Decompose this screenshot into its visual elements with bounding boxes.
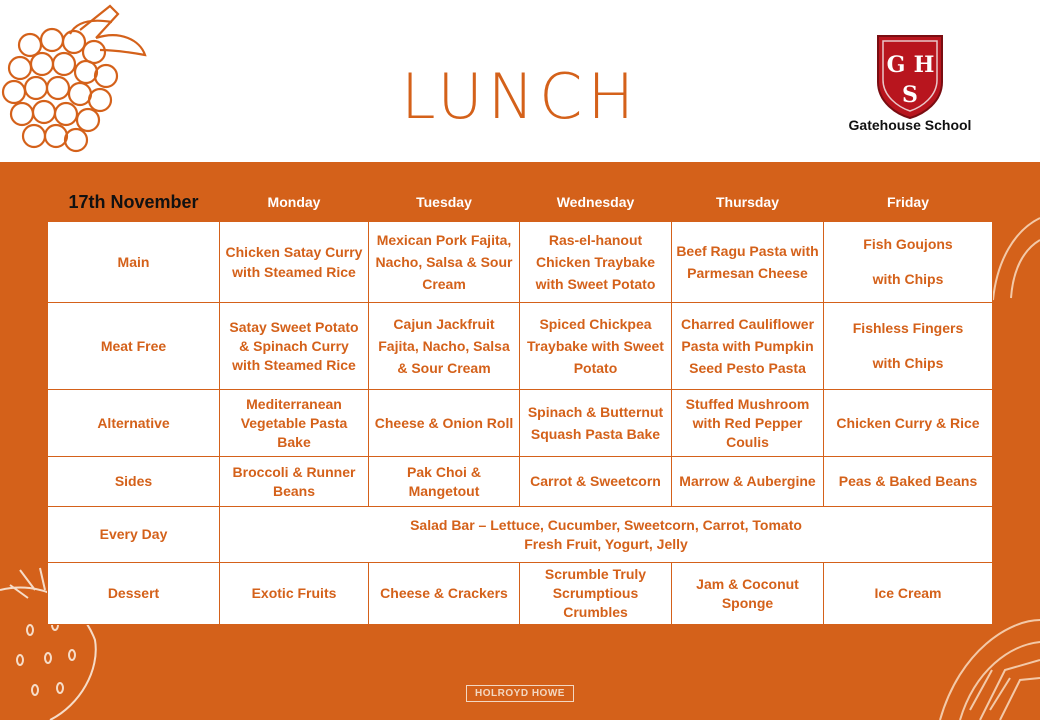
friday-main-line1: Fish Goujons <box>863 236 953 252</box>
school-crest-logo <box>874 32 946 120</box>
footer-brand-name: HOLROYD HOWE <box>466 685 574 702</box>
orange-slice-illustration <box>985 210 1040 320</box>
every-day-line1: Salad Bar – Lettuce, Cucumber, Sweetcorn, Carrot, Tomato <box>410 516 802 533</box>
row-label-sides: Sides <box>48 457 220 507</box>
menu-row-main <box>48 222 993 303</box>
every-day-cell <box>220 507 993 563</box>
friday-meat-free-line2: with Chips <box>872 355 944 371</box>
menu-row-meat-free <box>48 303 993 390</box>
day-header-monday: Monday <box>267 194 321 210</box>
menu-cell: Beef Ragu Pasta with Parmesan Cheese <box>672 222 824 303</box>
menu-cell: Cheese & Onion Roll <box>369 390 520 457</box>
menu-cell: Pak Choi & Mangetout <box>369 457 520 507</box>
menu-cell: Ras-el-hanout Chicken Traybake with Sweet Potato <box>520 222 672 303</box>
menu-cell: Spiced Chickpea Traybake with Sweet Potato <box>520 303 672 390</box>
menu-cell: Charred Cauliflower Pasta with Pumpkin Seed Pesto Pasta <box>672 303 824 390</box>
menu-row-every-day <box>48 507 993 563</box>
menu-cell: Cajun Jackfruit Fajita, Nacho, Salsa & Sour Cream <box>369 303 520 390</box>
menu-cell: Chicken Satay Curry with Steamed Rice <box>220 222 369 303</box>
day-header-tuesday: Tuesday <box>416 194 472 210</box>
menu-cell: Scrumble Truly Scrumptious Crumbles <box>520 563 672 625</box>
friday-main-line2: with Chips <box>872 271 944 287</box>
menu-cell: Jam & Coconut Sponge <box>672 563 824 625</box>
menu-header-row <box>48 183 993 222</box>
row-label-meat-free: Meat Free <box>48 303 220 390</box>
school-name: Gatehouse School <box>848 117 972 133</box>
menu-cell: Mexican Pork Fajita, Nacho, Salsa & Sour Cream <box>369 222 520 303</box>
menu-row-dessert <box>48 563 993 625</box>
menu-cell: Mediterranean Vegetable Pasta Bake <box>220 390 369 457</box>
menu-cell: Peas & Baked Beans <box>824 457 993 507</box>
footer-brand-logo <box>466 679 574 709</box>
menu-cell-friday-main <box>824 222 993 303</box>
menu-cell: Marrow & Aubergine <box>672 457 824 507</box>
day-header-wednesday: Wednesday <box>556 194 635 210</box>
raspberry-illustration <box>0 0 150 165</box>
row-label-dessert: Dessert <box>48 563 220 625</box>
menu-cell: Cheese & Crackers <box>369 563 520 625</box>
friday-meat-free-line1: Fishless Fingers <box>852 320 964 336</box>
menu-cell: Satay Sweet Potato & Spinach Curry with Steamed Rice <box>220 303 369 390</box>
menu-row-alternative <box>48 390 993 457</box>
svg-text:G: G <box>886 52 906 78</box>
menu-row-sides <box>48 457 993 507</box>
menu-date: 17th November <box>68 191 199 212</box>
menu-cell: Exotic Fruits <box>220 563 369 625</box>
page-title: LUNCH <box>400 60 640 133</box>
day-header-friday: Friday <box>886 194 929 210</box>
menu-cell: Chicken Curry & Rice <box>824 390 993 457</box>
day-header-thursday: Thursday <box>715 194 779 210</box>
svg-text:H: H <box>913 52 935 78</box>
menu-cell: Carrot & Sweetcorn <box>520 457 672 507</box>
menu-cell-friday-meat-free <box>824 303 993 390</box>
every-day-line2: Fresh Fruit, Yogurt, Jelly <box>524 535 688 552</box>
svg-text:S: S <box>902 82 918 108</box>
menu-cell: Ice Cream <box>824 563 993 625</box>
menu-cell: Broccoli & Runner Beans <box>220 457 369 507</box>
lunch-menu-table <box>47 183 993 625</box>
menu-cell: Spinach & Butternut Squash Pasta Bake <box>520 390 672 457</box>
row-label-alternative: Alternative <box>48 390 220 457</box>
row-label-main: Main <box>48 222 220 303</box>
row-label-every-day: Every Day <box>48 507 220 563</box>
menu-cell: Stuffed Mushroom with Red Pepper Coulis <box>672 390 824 457</box>
